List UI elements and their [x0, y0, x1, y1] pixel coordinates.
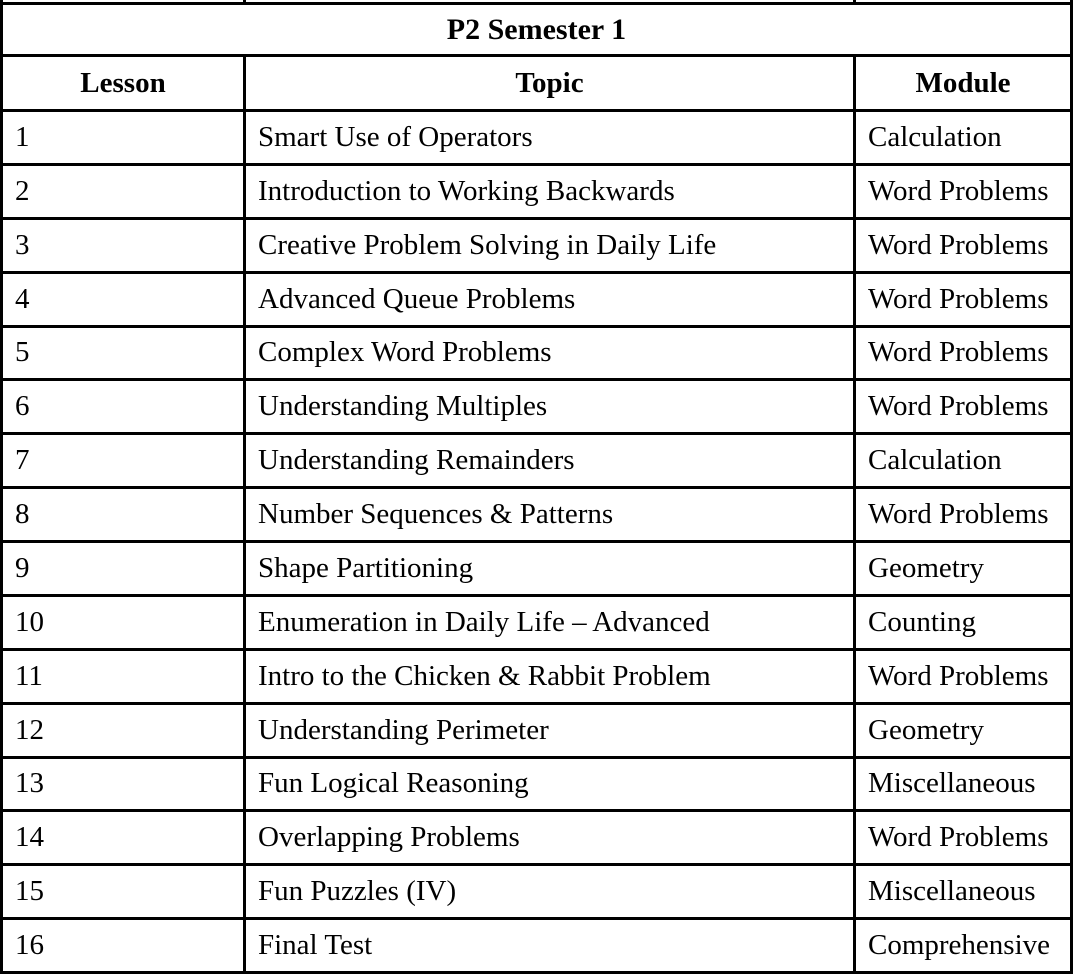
curriculum-table: [0, 2, 1073, 974]
module-cell: Geometry: [856, 543, 1070, 594]
lesson-number-cell: 2: [3, 166, 243, 217]
module-cell: Geometry: [856, 705, 1070, 756]
column-header-lesson: Lesson: [3, 57, 243, 109]
cropped-previous-row-remnant: [0, 0, 1073, 2]
module-cell: Word Problems: [856, 651, 1070, 702]
module-cell: Calculation: [856, 435, 1070, 486]
module-cell: Word Problems: [856, 489, 1070, 540]
module-cell: Comprehensive: [856, 920, 1070, 971]
module-cell: Counting: [856, 597, 1070, 648]
lesson-number-cell: 13: [3, 759, 243, 810]
lesson-number-cell: 16: [3, 920, 243, 971]
column-divider-remnant: [243, 0, 246, 2]
topic-cell: Fun Logical Reasoning: [246, 759, 853, 810]
module-cell: Word Problems: [856, 812, 1070, 863]
table-right-border-remnant: [1070, 0, 1073, 2]
module-cell: Miscellaneous: [856, 759, 1070, 810]
lesson-number-cell: 10: [3, 597, 243, 648]
lesson-number-cell: 3: [3, 220, 243, 271]
lesson-number-cell: 7: [3, 435, 243, 486]
lesson-number-cell: 14: [3, 812, 243, 863]
module-cell: Calculation: [856, 112, 1070, 163]
topic-cell: Overlapping Problems: [246, 812, 853, 863]
module-cell: Word Problems: [856, 328, 1070, 379]
lesson-number-cell: 1: [3, 112, 243, 163]
column-header-module: Module: [856, 57, 1070, 109]
topic-cell: Number Sequences & Patterns: [246, 489, 853, 540]
topic-cell: Final Test: [246, 920, 853, 971]
lesson-number-cell: 12: [3, 705, 243, 756]
table-title: P2 Semester 1: [3, 5, 1070, 54]
topic-cell: Fun Puzzles (IV): [246, 866, 853, 917]
column-divider-remnant: [853, 0, 856, 2]
lesson-number-cell: 4: [3, 274, 243, 325]
topic-cell: Understanding Remainders: [246, 435, 853, 486]
topic-cell: Understanding Perimeter: [246, 705, 853, 756]
topic-cell: Advanced Queue Problems: [246, 274, 853, 325]
module-cell: Word Problems: [856, 220, 1070, 271]
topic-cell: Complex Word Problems: [246, 328, 853, 379]
lesson-number-cell: 6: [3, 381, 243, 432]
module-cell: Word Problems: [856, 381, 1070, 432]
lesson-number-cell: 8: [3, 489, 243, 540]
topic-cell: Enumeration in Daily Life – Advanced: [246, 597, 853, 648]
topic-cell: Smart Use of Operators: [246, 112, 853, 163]
topic-cell: Intro to the Chicken & Rabbit Problem: [246, 651, 853, 702]
table-left-border-remnant: [0, 0, 3, 2]
lesson-number-cell: 9: [3, 543, 243, 594]
module-cell: Word Problems: [856, 274, 1070, 325]
lesson-number-cell: 15: [3, 866, 243, 917]
lesson-number-cell: 5: [3, 328, 243, 379]
topic-cell: Introduction to Working Backwards: [246, 166, 853, 217]
topic-cell: Shape Partitioning: [246, 543, 853, 594]
lesson-number-cell: 11: [3, 651, 243, 702]
module-cell: Word Problems: [856, 166, 1070, 217]
column-header-topic: Topic: [246, 57, 853, 109]
module-cell: Miscellaneous: [856, 866, 1070, 917]
topic-cell: Understanding Multiples: [246, 381, 853, 432]
topic-cell: Creative Problem Solving in Daily Life: [246, 220, 853, 271]
